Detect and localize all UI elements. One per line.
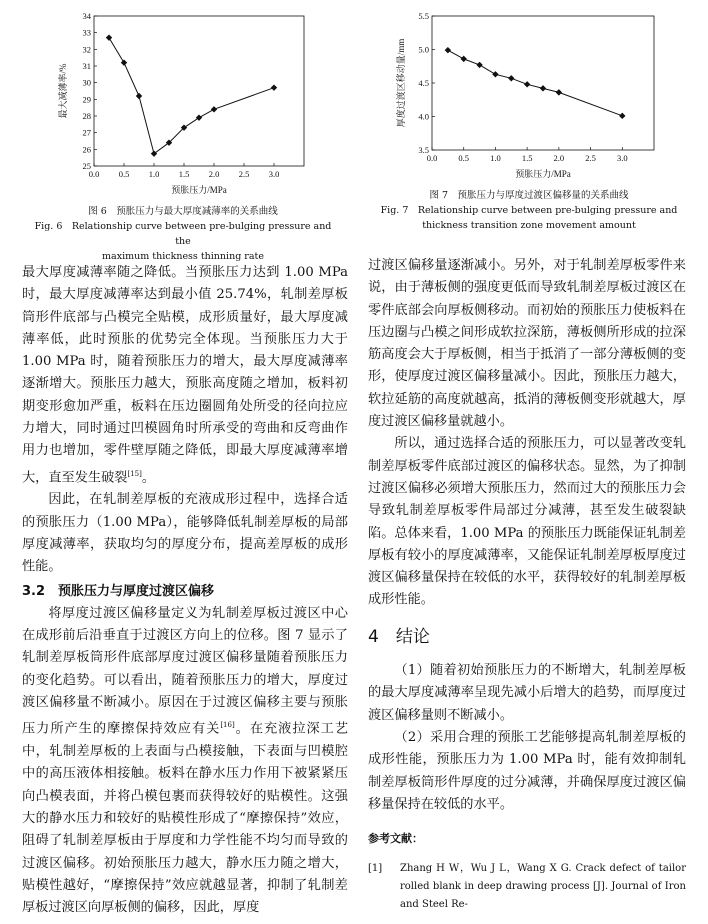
series-line <box>448 50 622 116</box>
data-point <box>461 56 467 62</box>
series-line <box>109 38 274 154</box>
data-point <box>271 84 277 90</box>
data-point <box>196 114 202 120</box>
x-axis-label: 预胀压力/MPa <box>515 169 571 179</box>
y-tick-label: 5.0 <box>418 44 429 55</box>
right-column <box>368 255 686 914</box>
data-point <box>508 75 514 81</box>
x-tick-label: 1.5 <box>178 169 190 179</box>
figure-7-caption <box>370 188 688 233</box>
conclusion-1: （1）随着初始预胀压力的不断增大，轧制差厚板的最大厚度减薄率呈现先减小后增大的趋势，而厚度过渡区偏移量则不断减小。 <box>368 663 686 723</box>
y-tick-label: 34 <box>82 11 91 21</box>
y-axis-label: 最大减薄率/% <box>58 63 68 119</box>
y-tick-label: 4.5 <box>418 78 429 88</box>
citation-16: [16] <box>220 721 235 730</box>
data-point <box>540 85 546 91</box>
references-heading: 参考文献： <box>368 832 423 846</box>
figure-7-chart <box>392 8 662 188</box>
y-tick-label: 28 <box>82 111 91 121</box>
reference-1-number: [1] <box>368 863 383 875</box>
y-tick-label: 33 <box>82 27 91 38</box>
x-tick-label: 1.0 <box>148 169 160 179</box>
plot-frame <box>94 16 304 166</box>
right-paragraph-1: 过渡区偏移量逐渐减小。另外，对于轧制差厚板零件来说，由于薄板侧的强度更低而导致轧制差厚板过渡区在零件底部会向厚板侧移动。而初始的预胀压力使板料在压边圈与凸模之间形成软拉深筋，薄板侧所形成的拉深筋高度会大于厚板侧，相当于抵消了一部分薄板侧的变形，使厚度过渡区偏移量减小。因此，预胀压力越大，软拉延筋的高度就越高，抵消的薄板侧变形就越大，厚度过渡区偏移量就越小。 <box>368 258 686 430</box>
y-tick-label: 30 <box>82 77 91 88</box>
x-tick-label: 2.5 <box>585 153 596 163</box>
citation-15: [15] <box>127 469 142 478</box>
y-axis-label: 厚度过渡区移动量/mm <box>396 38 406 128</box>
y-tick-label: 31 <box>82 61 91 71</box>
y-tick-label: 32 <box>82 44 91 55</box>
x-tick-label: 2.0 <box>208 169 220 179</box>
y-tick-label: 26 <box>82 144 91 155</box>
x-tick-label: 1.5 <box>521 153 533 163</box>
left-paragraph-1: 最大厚度减薄率随之降低。当预胀压力达到 1.00 MPa 时，最大厚度减薄率达到最小值 25.74%，轧制差厚板筒形件底部与凸模完全贴模，成形质量好，最大厚度减薄率低，此时预胀的优势完全体现。当预胀压力大于 1.00 MPa 时，随着预胀压力的增大，最大厚度减薄率逐渐增大。预胀压力越大，预胀高度随之增加，板料初期变形愈加严重，板料在压边圈圆角处所受的径向拉应力增大，同时通过凹模圆角时所承受的弯曲和反弯曲作用力也增加，零件壁厚随之降低，即最大厚度减薄率增大，直至发生破裂[15]。 <box>22 265 348 486</box>
conclusion-2: （2）采用合理的预胀工艺能够提高轧制差厚板的成形性能，预胀压力为 1.00 MPa 时，能有效抑制轧制差厚板筒形件厚度的过分减薄，并确保厚度过渡区偏移量保持在较低的水平。 <box>368 729 686 812</box>
reference-1-text: Zhang H W，Wu J L，Wang X G. Crack defect of tailor rolled blank in deep drawing process [J]. Journal of Iron and Steel Re- <box>400 863 686 911</box>
x-tick-label: 3.0 <box>616 153 628 163</box>
data-point <box>445 47 451 53</box>
fig7-caption-en-2: thickness transition zone movement amount <box>422 220 636 231</box>
section-4-heading: 4 结论 <box>368 626 430 647</box>
y-tick-label: 25 <box>82 161 91 171</box>
fig6-caption-en-2: maximum thickness thinning rate <box>102 251 264 262</box>
figure-6-chart <box>56 8 316 198</box>
data-point <box>136 93 142 99</box>
figure-6-caption <box>30 204 336 264</box>
y-tick-label: 27 <box>82 127 91 138</box>
y-tick-label: 3.5 <box>418 145 429 155</box>
left-paragraph-2: 因此，在轧制差厚板的充液成形过程中，选择合适的预胀压力（1.00 MPa），能够降低轧制差厚板的局部厚度减薄率，获取均匀的厚度分布，提高差厚板的成形性能。 <box>22 492 348 575</box>
data-point <box>121 59 127 65</box>
data-point <box>492 71 498 77</box>
data-point <box>476 62 482 68</box>
data-point <box>151 150 157 156</box>
x-tick-label: 0.0 <box>88 169 100 179</box>
data-point <box>211 106 217 112</box>
x-tick-label: 1.0 <box>490 153 501 163</box>
fig6-caption-cn: 图 6 预胀压力与最大厚度减薄率的关系曲线 <box>88 206 278 217</box>
left-column <box>22 262 348 919</box>
x-axis-label: 预胀压力/MPa <box>171 185 227 195</box>
y-tick-label: 4.0 <box>418 111 429 122</box>
data-point <box>524 81 530 87</box>
left-paragraph-3: 将厚度过渡区偏移量定义为轧制差厚板过渡区中心在成形前后沿垂直于过渡区方向上的位移。图 7 显示了轧制差厚板筒形件底部厚度过渡区偏移量随着预胀压力的变化趋势。可以看出，随着预胀压力的增大，厚度过渡区偏移量不断减小。原因在于过渡区偏移主要与预胀压力所产生的摩擦保持效应有关[16]。在充液拉深工艺中，轧制差厚板的上表面与凸模接触，下表面与凹模腔中的高压液体相接触。板料在静水压力作用下被紧紧压向凸模表面，并将凸模包裹而获得较好的贴模性。这强大的静水压力和较好的贴模性形成了“摩擦保持”效应，阻碍了轧制差厚板由于厚度和力学性能不均匀而导致的过渡区偏移。初始预胀压力越大，静水压力随之增大，贴模性越好，“摩擦保持”效应就越显著，抑制了轧制差厚板过渡区向厚板侧的偏移，因此，厚度 <box>22 605 349 916</box>
fig7-caption-cn: 图 7 预胀压力与厚度过渡区偏移量的关系曲线 <box>429 190 629 201</box>
right-paragraph-2: 所以，通过选择合适的预胀压力，可以显著改变轧制差厚板零件底部过渡区的偏移状态。显然，为了抑制过渡区偏移必须增大预胀压力，然而过大的预胀压力会导致轧制差厚板零件局部过分减薄，甚至发生破裂缺陷。总体来看，1.00 MPa 的预胀压力既能保证轧制差厚板有较小的厚度减薄率，又能保证轧制差厚板厚度过渡区偏移量保持在较低的水平，获得较好的轧制差厚板成形性能。 <box>368 436 686 608</box>
data-point <box>556 89 562 95</box>
fig7-caption-en-1: Fig. 7 Relationship curve between pre-bulging pressure and <box>380 205 678 216</box>
y-tick-label: 29 <box>82 94 91 105</box>
x-tick-label: 3.0 <box>268 169 280 179</box>
x-tick-label: 0.0 <box>426 153 438 163</box>
x-tick-label: 0.5 <box>458 153 470 163</box>
x-tick-label: 2.0 <box>553 153 565 163</box>
data-point <box>619 113 625 119</box>
reference-1 <box>368 860 686 914</box>
y-tick-label: 5.5 <box>418 11 429 21</box>
x-tick-label: 0.5 <box>118 169 130 179</box>
section-3-2-heading: 3.2 预胀压力与厚度过渡区偏移 <box>22 583 215 599</box>
plot-frame <box>432 16 654 150</box>
x-tick-label: 2.5 <box>238 169 250 179</box>
fig6-caption-en-1: Fig. 6 Relationship curve between pre-bulging pressure and the <box>34 221 332 247</box>
data-point <box>106 34 112 40</box>
